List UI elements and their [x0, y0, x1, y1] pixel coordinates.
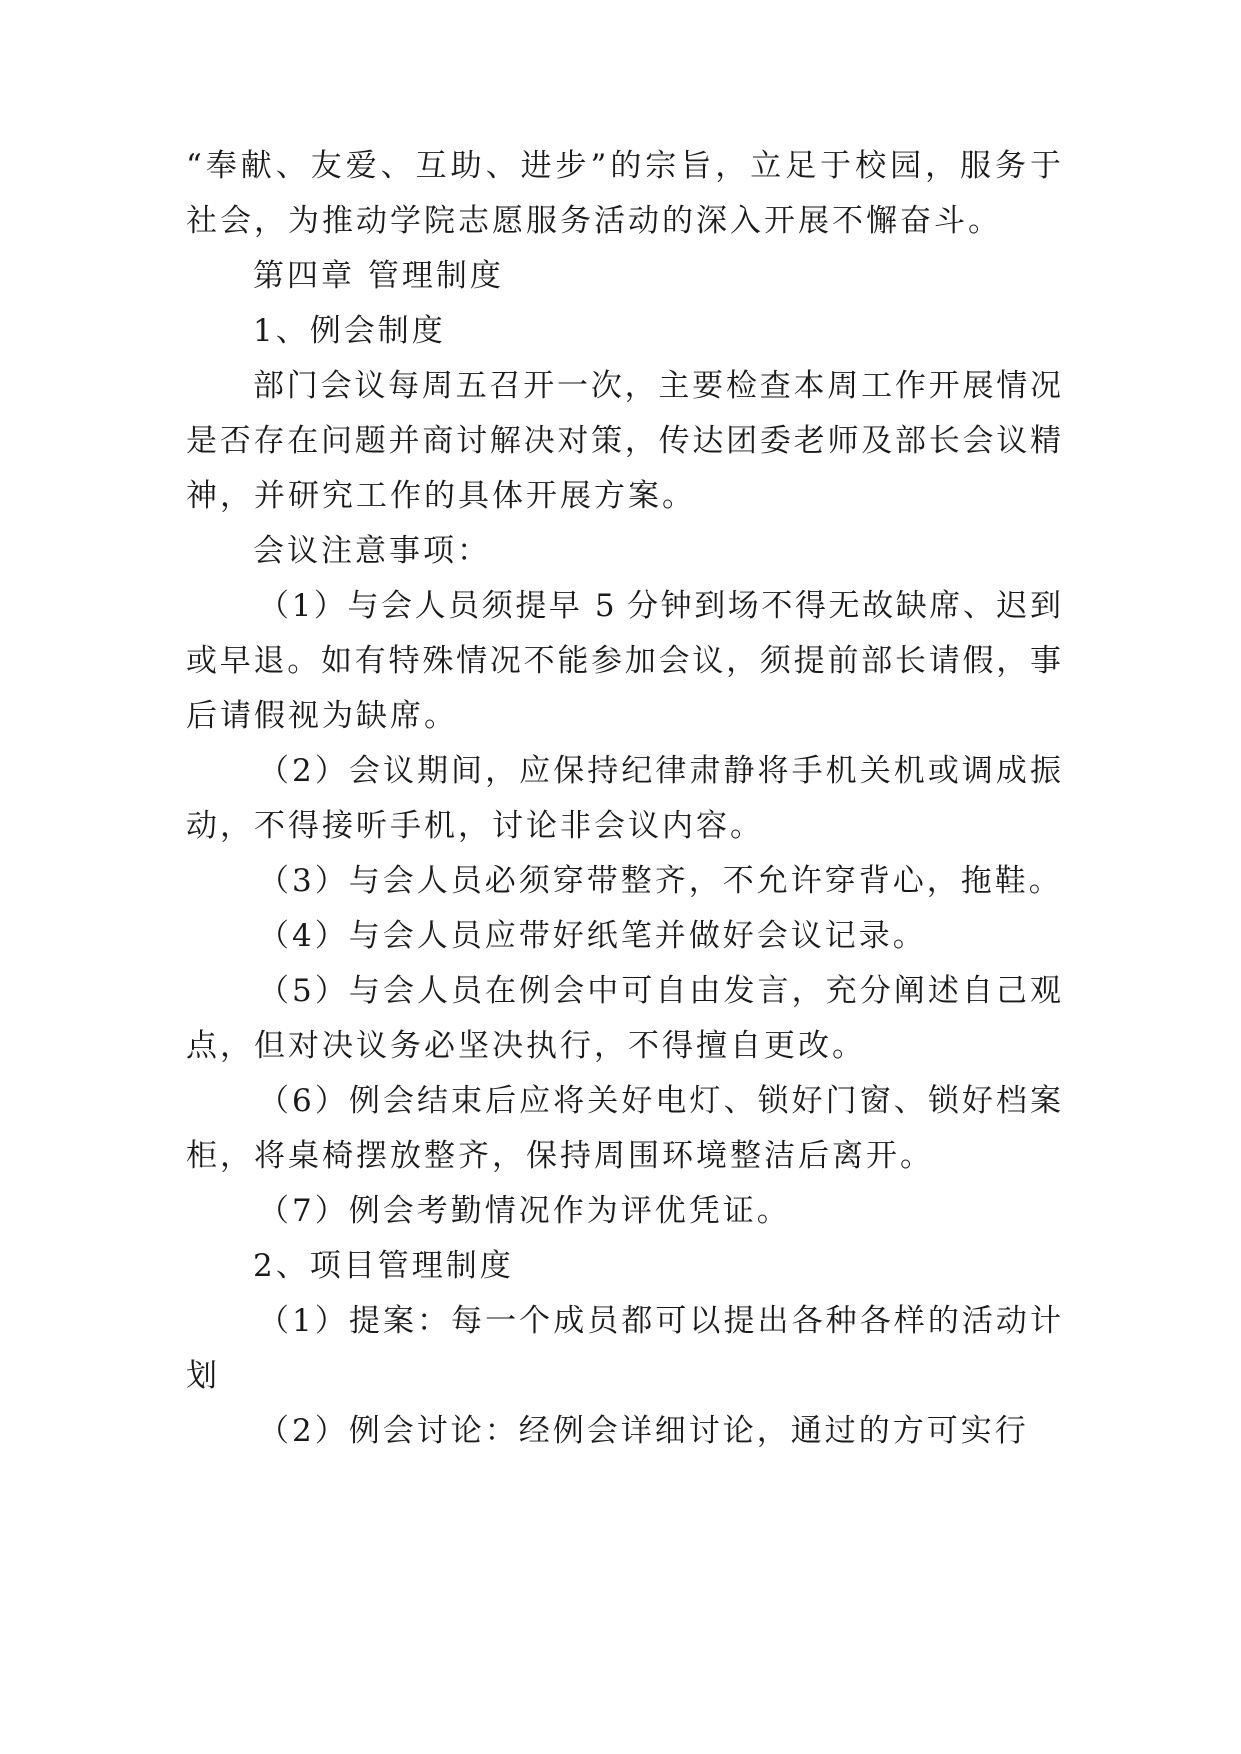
text-line-13: 动，不得接听手机，讨论非会议内容。	[186, 808, 764, 844]
text-line-17: 点，但对决议务必坚决执行，不得擅自更改。	[186, 1028, 866, 1064]
text-line-6: 是否存在问题并商讨解决对策，传达团委老师及部长会议精	[186, 423, 1061, 459]
text-line-16: （5）与会人员在例会中可自由发言，充分阐述自己观	[258, 973, 1061, 1009]
text-line-1: “奉献、友爱、互助、进步”的宗旨，立足于校园，服务于	[186, 148, 1061, 184]
section-heading-1: 1、例会制度	[253, 313, 446, 349]
text-line-18: （6）例会结束后应将关好电灯、锁好门窗、锁好档案	[258, 1083, 1061, 1119]
text-line-22: （1）提案：每一个成员都可以提出各种各样的活动计	[258, 1303, 1061, 1339]
text-line-20: （7）例会考勤情况作为评优凭证。	[258, 1193, 791, 1229]
text-line-9: （1）与会人员须提早 5 分钟到场不得无故缺席、迟到	[258, 588, 1061, 624]
text-line-7: 神，并研究工作的具体开展方案。	[186, 478, 696, 514]
text-line-23: 划	[186, 1358, 220, 1394]
text-line-11: 后请假视为缺席。	[186, 698, 458, 734]
text-line-19: 柜，将桌椅摆放整齐，保持周围环境整洁后离开。	[186, 1138, 934, 1174]
text-line-5: 部门会议每周五召开一次，主要检查本周工作开展情况	[253, 368, 1061, 404]
section-heading-2: 2、项目管理制度	[253, 1248, 514, 1284]
text-line-10: 或早退。如有特殊情况不能参加会议，须提前部长请假，事	[186, 643, 1061, 679]
text-line-24: （2）例会讨论：经例会详细讨论，通过的方可实行	[258, 1413, 1029, 1449]
text-line-14: （3）与会人员必须穿带整齐，不允许穿背心，拖鞋。	[258, 863, 1063, 899]
text-line-2: 社会，为推动学院志愿服务活动的深入开展不懈奋斗。	[186, 203, 1002, 239]
text-line-12: （2）会议期间，应保持纪律肃静将手机关机或调成振	[258, 753, 1061, 789]
notes-heading: 会议注意事项：	[253, 533, 491, 569]
text-line-15: （4）与会人员应带好纸笔并做好会议记录。	[258, 918, 927, 954]
chapter-heading: 第四章 管理制度	[253, 258, 504, 294]
